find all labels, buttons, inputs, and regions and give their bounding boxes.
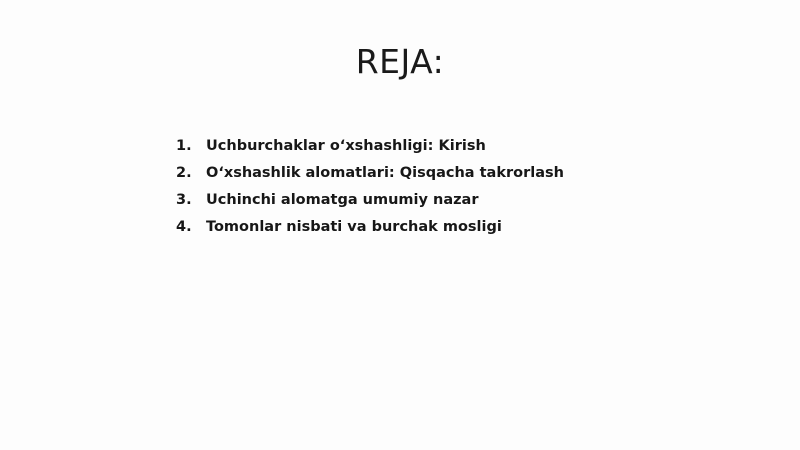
agenda-list — [176, 138, 564, 246]
list-item-number: 1. — [176, 138, 192, 154]
list-item-label: Uchburchaklar o‘xshashligi: Kirish — [206, 138, 486, 154]
list-item-label: O‘xshashlik alomatlari: Qisqacha takrorlash — [206, 165, 564, 181]
list-item — [176, 219, 564, 235]
list-item-label: Uchinchi alomatga umumiy nazar — [206, 192, 479, 208]
list-item-number: 2. — [176, 165, 192, 181]
list-item-number: 3. — [176, 192, 192, 208]
list-item — [176, 165, 564, 181]
list-item-label: Tomonlar nisbati va burchak mosligi — [206, 219, 502, 235]
list-item-number: 4. — [176, 219, 192, 235]
page-title: REJA: — [355, 42, 445, 81]
list-item — [176, 192, 564, 208]
list-item — [176, 138, 564, 154]
